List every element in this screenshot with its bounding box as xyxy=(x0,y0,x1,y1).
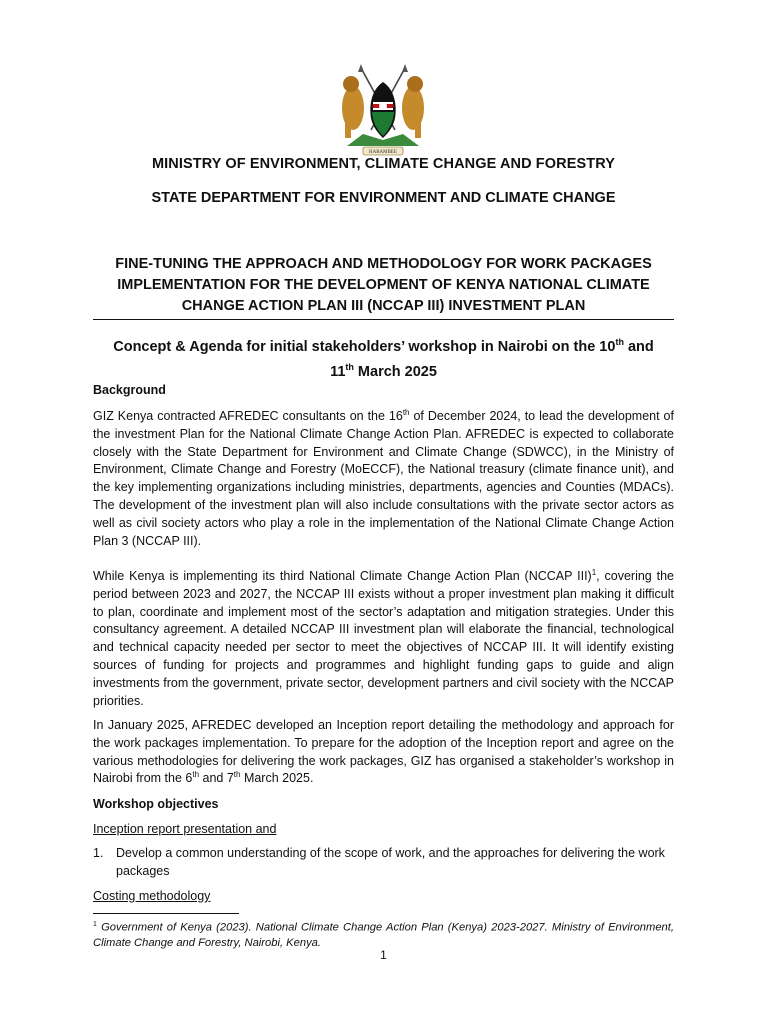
ministry-title: MINISTRY OF ENVIRONMENT, CLIMATE CHANGE AND FORESTRY xyxy=(151,156,616,172)
background-paragraph-3: In January 2025, AFREDEC developed an Inception report detailing the methodology and approach for the work packages implementation. To prepare for the adoption of the Inception report and agree on the various methodologies for delivering the work packages, GIZ has organised a stakeholder’s workshop in Nairobi from the 6th and 7th March 2025. xyxy=(93,718,674,786)
list-item-number: 1. xyxy=(93,846,104,860)
objectives-heading: Workshop objectives xyxy=(93,797,219,811)
kenya-coat-of-arms-icon xyxy=(333,60,433,160)
footnote-divider xyxy=(93,913,239,914)
document-title-line: FINE-TUNING THE APPROACH AND METHODOLOGY FOR WORK PACKAGES xyxy=(115,256,652,272)
background-paragraph-2: While Kenya is implementing its third National Climate Change Action Plan (NCCAP III)$^1$, covering the period between 2023 and 2027, the NCCAP III exists without a proper investment plan making it difficult to plan, coordinate and implement most of the sector’s adaptation and mitigation strategies. Under this consultancy agreement. A detailed NCCAP III investment plan will elaborate the financial, technological and technical capacity needed per sector to meet the objectives of NCCAP III. It will identify existing sources of funding for projects and programmes and highlight funding gaps to guide and align investments from the government, private sector, development partners and civil society with the NCCAP priorities. xyxy=(93,567,674,708)
department-title: STATE DEPARTMENT FOR ENVIRONMENT AND CLIMATE CHANGE xyxy=(151,190,616,206)
page-number: 1 xyxy=(380,948,387,962)
list-item-text: Develop a common understanding of the scope of work, and the approaches for delivering the work packages xyxy=(116,846,665,878)
emblem-motto: HARAMBEE xyxy=(368,150,398,156)
document-title-line: IMPLEMENTATION FOR THE DEVELOPMENT OF KENYA NATIONAL CLIMATE xyxy=(117,277,650,293)
document-page xyxy=(93,0,674,1024)
objectives-subheading-inception: Inception report presentation and xyxy=(93,822,277,836)
objectives-subheading-costing: Costing methodology xyxy=(93,889,211,903)
title-divider xyxy=(93,319,674,320)
background-heading: Background xyxy=(93,383,166,397)
footnote: $^1$ Government of Kenya (2023). National Climate Change Action Plan (Kenya) 2023-2027. Ministry of Environment, Climate Change and Forestry, Nairobi, Kenya. xyxy=(93,921,674,950)
background-paragraph-1: GIZ Kenya contracted AFREDEC consultants on the 16th of December 2024, to lead the development of the investment Plan for the National Climate Change Action Plan. AFREDEC is expected to collaborate closely with the State Department for Environment and Climate Change (SDWCC), in the Ministry of Environment, Climate Change and Forestry (MoECCF), the National treasury (climate finance unit), and the key implementing organizations including ministries, departments, agencies and Counties (MDACs). The development of the investment plan will also include consultations with the private sector actors as well as civil society actors who play a role in the implementation of the National Climate Change Action Plan 3 (NCCAP III). xyxy=(93,407,674,548)
document-title-line: CHANGE ACTION PLAN III (NCCAP III) INVESTMENT PLAN xyxy=(181,298,586,314)
concept-subtitle: Concept & Agenda for initial stakeholders’ workshop in Nairobi on the 10th and 11th March 2025 xyxy=(113,337,654,380)
document-title xyxy=(93,254,674,317)
